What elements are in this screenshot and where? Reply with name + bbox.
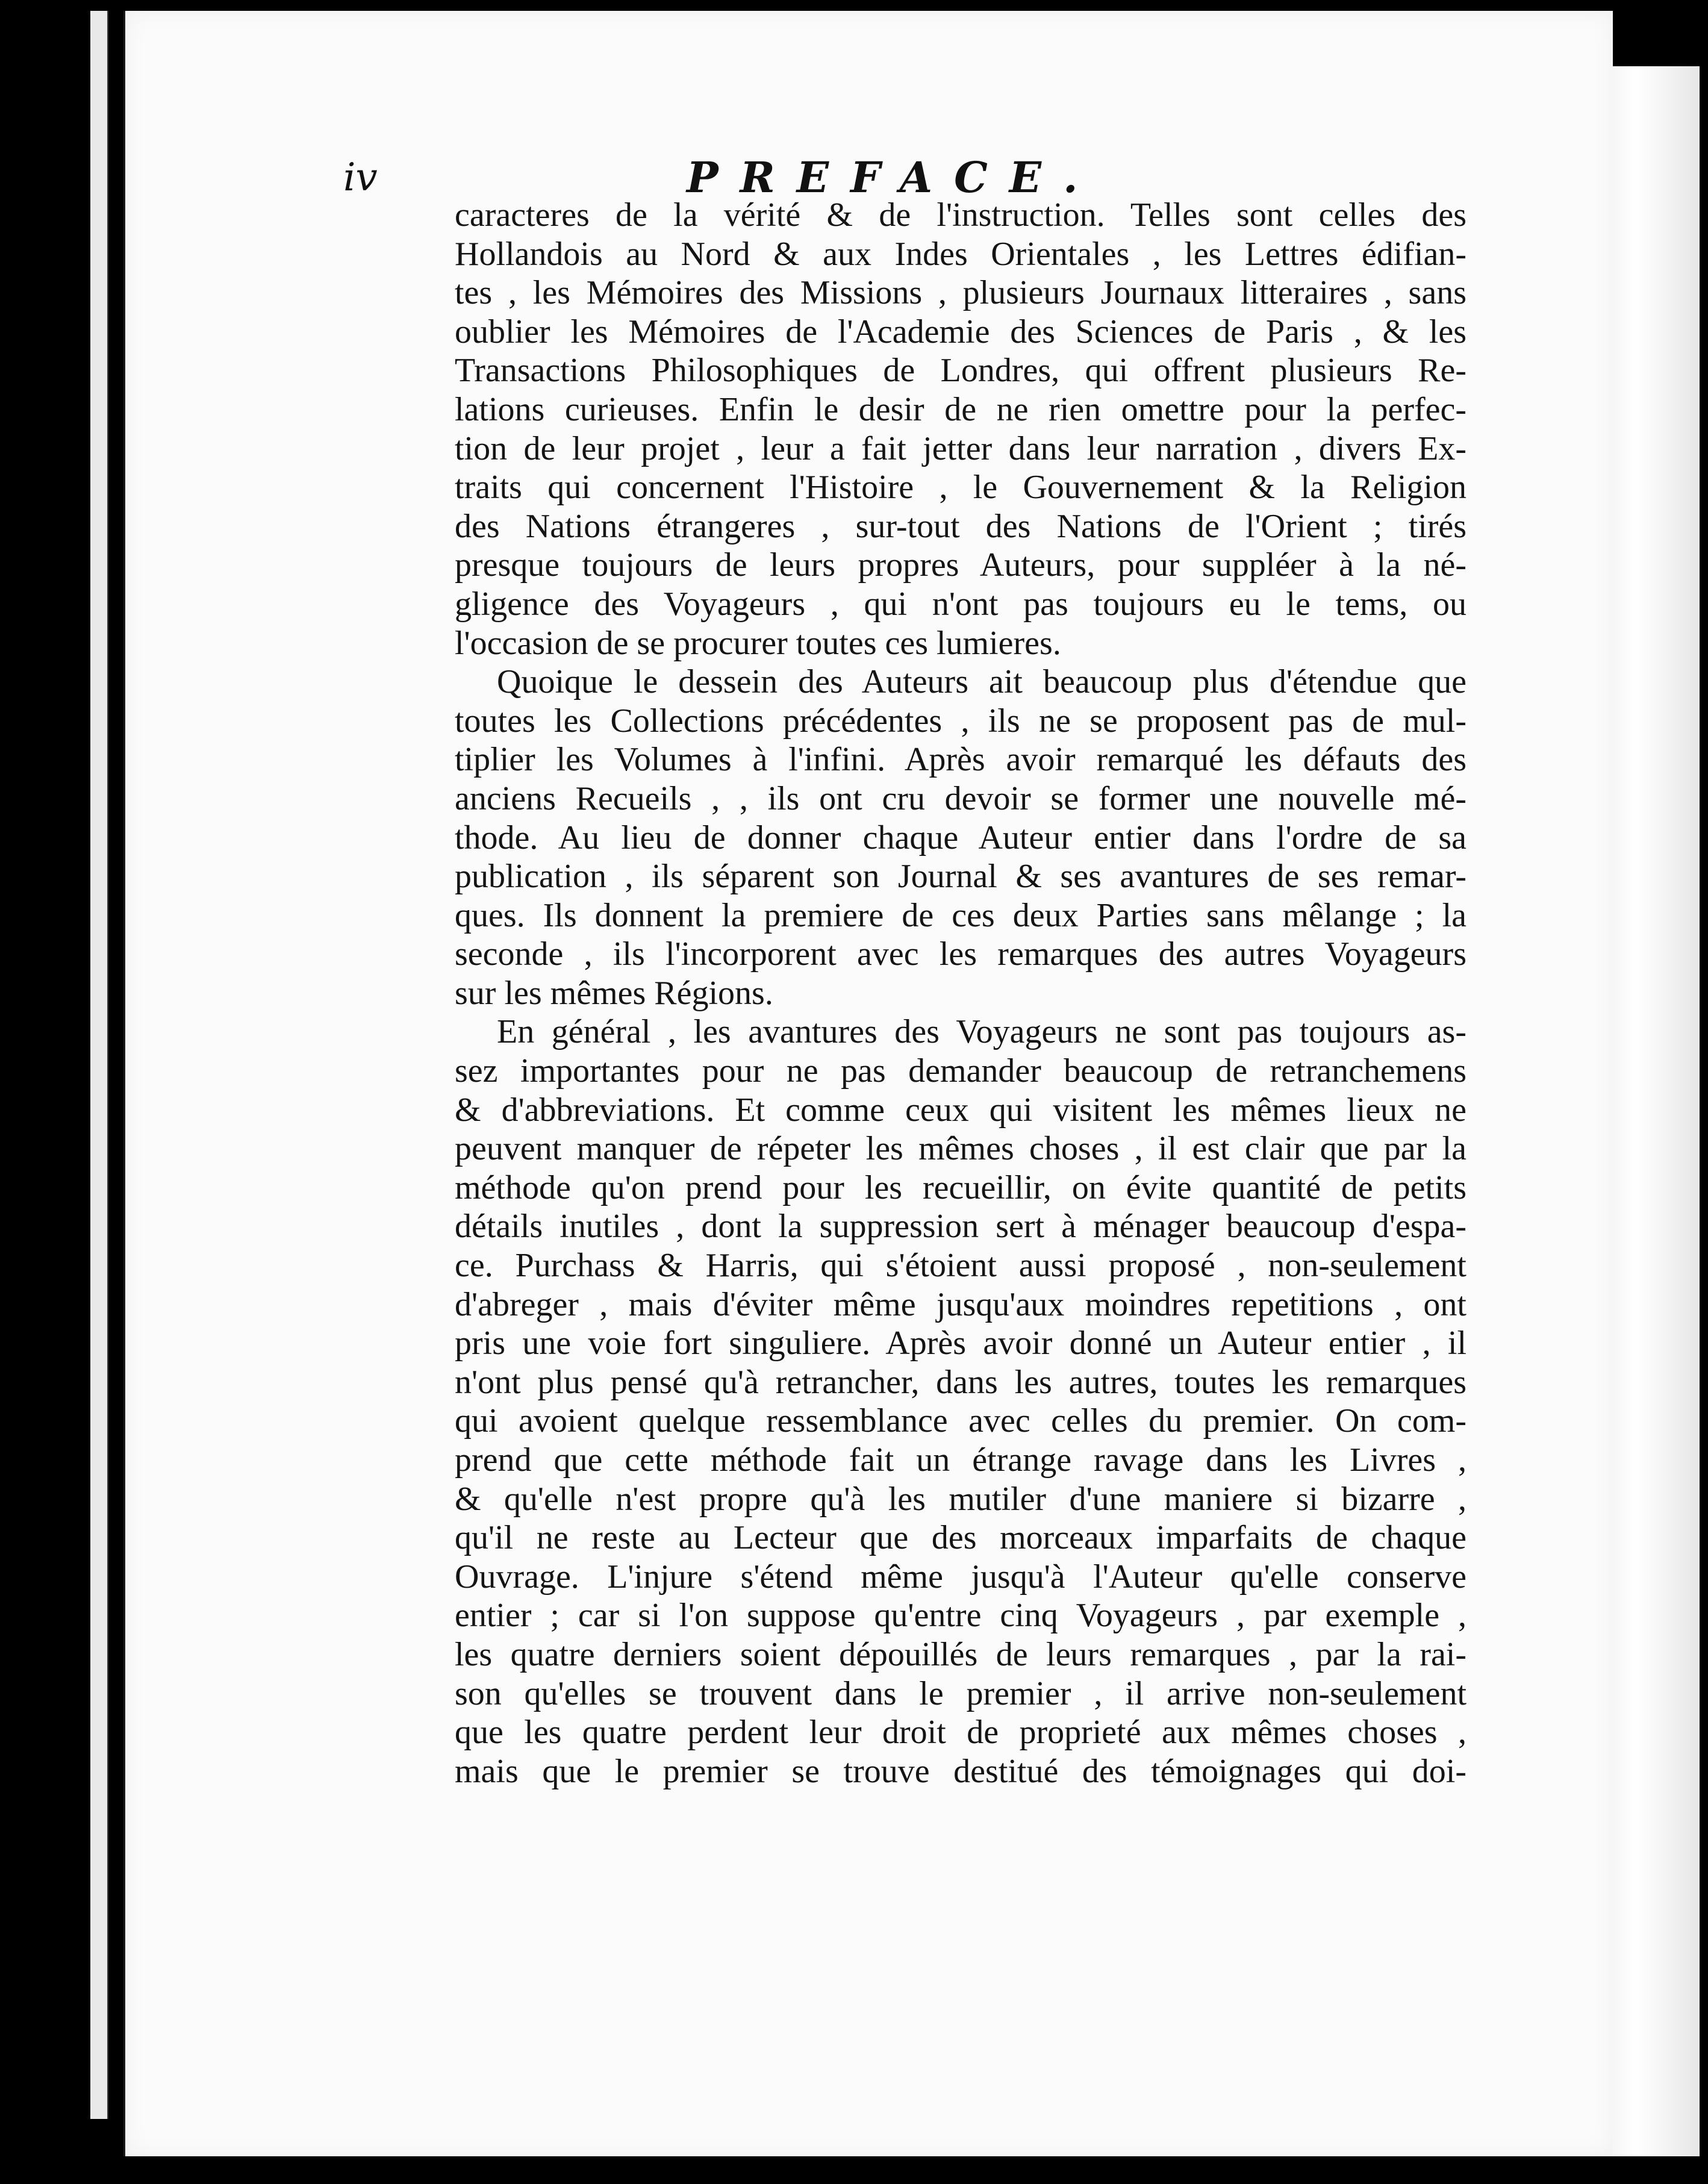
page-number: iv <box>343 155 378 200</box>
text-line: sur les mêmes Régions. <box>455 974 773 1012</box>
text-line: traits qui concernent l'Histoire , le Gouvernement & la Religion <box>455 469 1466 507</box>
text-line: tiplier les Volumes à l'infini. Après avoir remarqué les défauts des <box>455 741 1466 779</box>
text-line: méthode qu'on prend pour les recueillir, on évite quantité de petits <box>455 1168 1466 1206</box>
text-line: mais que le premier se trouve destitué des témoignages qui doi- <box>455 1752 1466 1790</box>
text-line: son qu'elles se trouvent dans le premier , il arrive non-seulement <box>455 1674 1466 1712</box>
text-line: l'occasion de se procurer toutes ces lumieres. <box>455 624 1061 662</box>
text-line: Transactions Philosophiques de Londres, qui offrent plusieurs Re- <box>455 352 1466 390</box>
text-line: Quoique le dessein des Auteurs ait beaucoup plus d'étendue que <box>497 663 1466 701</box>
text-line: thode. Au lieu de donner chaque Auteur entier dans l'ordre de sa <box>455 819 1466 856</box>
text-line: caracteres de la vérité & de l'instruction. Telles sont celles des <box>455 196 1466 234</box>
text-line: oublier les Mémoires de l'Academie des Sciences de Paris , & les <box>455 313 1466 351</box>
text-line: gligence des Voyageurs , qui n'ont pas toujours eu le tems, ou <box>455 585 1466 623</box>
body-text <box>455 196 1466 1791</box>
text-line: seconde , ils l'incorporent avec les remarques des autres Voyageurs <box>455 935 1466 973</box>
text-line: n'ont plus pensé qu'à retrancher, dans les autres, toutes les remarques <box>455 1363 1466 1401</box>
text-line: détails inutiles , dont la suppression sert à ménager beaucoup d'espa- <box>455 1208 1466 1246</box>
text-line: pris une voie fort singuliere. Après avoir donné un Auteur entier , il <box>455 1324 1466 1362</box>
text-line: ques. Ils donnent la premiere de ces deux Parties sans mêlange ; la <box>455 896 1466 934</box>
text-line: que les quatre perdent leur droit de proprieté aux mêmes choses , <box>455 1714 1466 1752</box>
left-page-edge <box>90 11 108 2119</box>
text-line: & d'abbreviations. Et comme ceux qui visitent les mêmes lieux ne <box>455 1091 1466 1129</box>
running-title: PREFACE. <box>687 152 1100 202</box>
text-line: & qu'elle n'est propre qu'à les mutiler d'une maniere si bizarre , <box>455 1480 1466 1518</box>
text-line: En général , les avantures des Voyageurs ne sont pas toujours as- <box>497 1013 1466 1051</box>
text-line: peuvent manquer de répeter les mêmes choses , il est clair que par la <box>455 1130 1466 1168</box>
text-line: sez importantes pour ne pas demander beaucoup de retranchemens <box>455 1052 1466 1090</box>
text-line: prend que cette méthode fait un étrange ravage dans les Livres , <box>455 1441 1466 1479</box>
text-line: qu'il ne reste au Lecteur que des morceaux imparfaits de chaque <box>455 1519 1466 1557</box>
text-line: publication , ils séparent son Journal & ses avantures de ses remar- <box>455 858 1466 896</box>
text-line: d'abreger , mais d'éviter même jusqu'aux moindres repetitions , ont <box>455 1285 1466 1323</box>
text-line: tes , les Mémoires des Missions , plusieurs Journaux litteraires , sans <box>455 274 1466 312</box>
text-line: les quatre derniers soient dépouillés de leurs remarques , par la rai- <box>455 1635 1466 1673</box>
text-line: Hollandois au Nord & aux Indes Orientales , les Lettres édifian- <box>455 235 1466 273</box>
text-line: ce. Purchass & Harris, qui s'étoient aussi proposé , non-seulement <box>455 1247 1466 1285</box>
right-page-edge <box>1609 66 1700 2156</box>
text-line: anciens Recueils , , ils ont cru devoir se former une nouvelle mé- <box>455 779 1466 817</box>
text-line: tion de leur projet , leur a fait jetter dans leur narration , divers Ex- <box>455 429 1466 467</box>
text-line: Ouvrage. L'injure s'étend même jusqu'à l'Auteur qu'elle conserve <box>455 1558 1466 1596</box>
text-line: qui avoient quelque ressemblance avec celles du premier. On com- <box>455 1402 1466 1440</box>
text-line: entier ; car si l'on suppose qu'entre cinq Voyageurs , par exemple , <box>455 1597 1466 1635</box>
text-line: presque toujours de leurs propres Auteurs, pour suppléer à la né- <box>455 546 1466 584</box>
text-line: toutes les Collections précédentes , ils ne se proposent pas de mul- <box>455 702 1466 740</box>
text-line: des Nations étrangeres , sur-tout des Nations de l'Orient ; tirés <box>455 507 1466 545</box>
text-line: lations curieuses. Enfin le desir de ne rien omettre pour la perfec- <box>455 390 1466 428</box>
